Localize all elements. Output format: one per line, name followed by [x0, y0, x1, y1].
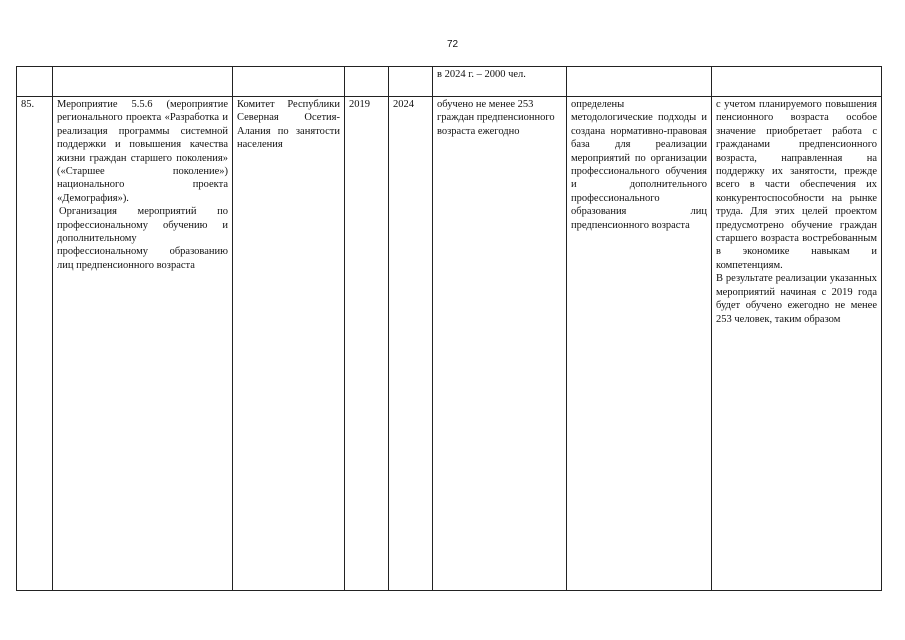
cell-notes [712, 97, 882, 591]
cell-number: 85. [17, 97, 53, 591]
cell-end-year: 2024 [389, 97, 433, 591]
cell-event [53, 67, 233, 97]
cell-end-year [389, 67, 433, 97]
cell-start-year [345, 67, 389, 97]
cell-executor: Комитет Республики Северная Осетия-Алания по занятости населения [233, 97, 345, 591]
cell-expected-result: в 2024 г. – 2000 чел. [433, 67, 567, 97]
notes-paragraph: В результате реализации указанных мероприятий начиная с 2019 года будет обучено ежегодно не менее 253 человек, таким образом [716, 273, 877, 325]
cell-measures: определены методологические подходы и создана нормативно-правовая база для реализации мероприятий по организации профессионального обучения и дополнительного профессионального образования лиц предпенсионного возраста [567, 97, 712, 591]
page-number: 72 [446, 39, 459, 50]
cell-executor [233, 67, 345, 97]
cell-start-year: 2019 [345, 97, 389, 591]
cell-notes [712, 67, 882, 97]
document-table [16, 66, 882, 591]
cell-measures [567, 67, 712, 97]
cell-event [53, 97, 233, 591]
cell-expected-result: обучено не менее 253 граждан предпенсионного возраста ежегодно [433, 97, 567, 591]
event-description: Мероприятие 5.5.6 (мероприятие регионального проекта «Разработка и реализация программы системной поддержки и повышения качества жизни граждан старшего поколения» («Старшее поколение») национального проекта «Демография»). [57, 99, 228, 204]
cell-number [17, 67, 53, 97]
table-row [17, 97, 882, 591]
table-row [17, 67, 882, 97]
event-organization: Организация мероприятий по профессиональному обучению и дополнительному профессиональному образованию лиц предпенсионного возраста [57, 206, 228, 271]
notes-paragraph: с учетом планируемого повышения пенсионного возраста особое значение приобретает работа с гражданами предпенсионного возраста, направленная на поддержку их занятости, прежде всего в части обеспечения их конкурентоспособности на рынке труда. Для этих целей проектом предусмотрено обучение граждан старшего возраста востребованным в экономике навыкам и компетенциям. [716, 99, 877, 271]
